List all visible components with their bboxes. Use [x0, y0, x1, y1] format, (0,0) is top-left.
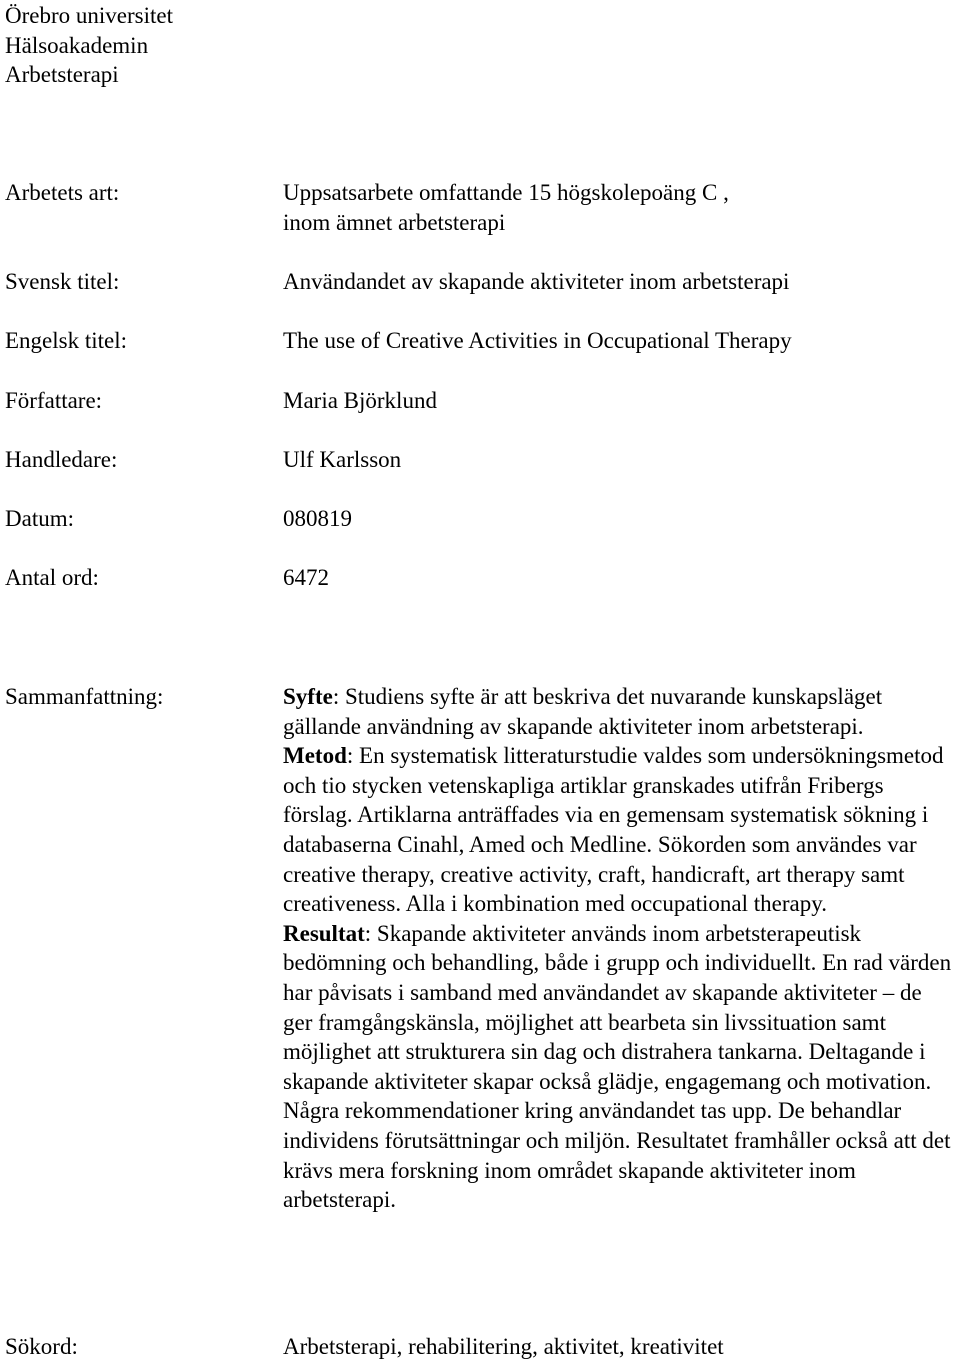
date-value: 080819 [283, 506, 352, 531]
work-type-line1: Uppsatsarbete omfattande 15 högskolepoäng C , [283, 180, 729, 205]
work-type-line2: inom ämnet arbetsterapi [283, 210, 506, 235]
author-label: Författare: [5, 388, 103, 413]
swedish-title: Användandet av skapande aktiviteter inom arbetsterapi [283, 269, 790, 294]
word-count-label: Antal ord: [5, 565, 99, 590]
english-title-label: Engelsk titel: [5, 328, 128, 353]
supervisor-name: Ulf Karlsson [283, 447, 402, 472]
result-heading: Resultat [283, 920, 365, 946]
summary-purpose [283, 682, 955, 741]
result-text: : Skapande aktiviteter används inom arbetsterapeutisk bedömning och behandling, både i grupp och individuellt. En rad värden har påvisats i samband med användandet av skapande aktiviteter – de ger framgångskänsla, möjlighet att bearbeta sin livssituation samt möjlighet att strukturera sin dag och distrahera tankarna. Deltagande i skapande aktiviteter skapar också glädje, engagemang och motivation. Några rekommendationer kring användandet tas upp. De behandlar individens förutsättningar och miljön. Resultatet framhåller också att det krävs mera forskning inom området skapande aktiviteter inom arbetsterapi. [283, 920, 952, 1213]
method-text: : En systematisk litteraturstudie valdes som undersökningsmetod och tio stycken vetenskapliga artiklar granskades utifrån Fribergs förslag. Artiklarna anträffades via en gemensam systematisk sökning i databaserna Cinahl, Amed och Medline. Sökorden som användes var creative therapy, creative activity, craft, handicraft, art therapy samt creativeness. Alla i kombination med occupational therapy. [283, 743, 944, 917]
author-name: Maria Björklund [283, 388, 437, 413]
word-count-value: 6472 [283, 565, 329, 590]
method-heading: Metod [283, 743, 347, 769]
work-type-label: Arbetets art: [5, 180, 120, 205]
swedish-title-label: Svensk titel: [5, 269, 120, 294]
english-title: The use of Creative Activities in Occupational Therapy [283, 328, 792, 353]
date-label: Datum: [5, 506, 74, 531]
summary-text [283, 682, 955, 1215]
university-name: Örebro universitet [5, 3, 173, 28]
summary-label: Sammanfattning: [5, 684, 164, 709]
supervisor-label: Handledare: [5, 447, 118, 472]
keywords-value: Arbetsterapi, rehabilitering, aktivitet, kreativitet [283, 1334, 724, 1359]
purpose-heading: Syfte [283, 684, 333, 709]
academy-name: Hälsoakademin [5, 33, 149, 58]
purpose-text: : Studiens syfte är att beskriva det nuvarande kunskapsläget gällande användning av skapande aktiviteter inom arbetsterapi. [283, 684, 883, 739]
summary-result [283, 919, 955, 1215]
subject-name: Arbetsterapi [5, 62, 119, 87]
summary-method [283, 741, 955, 919]
keywords-label: Sökord: [5, 1334, 78, 1359]
